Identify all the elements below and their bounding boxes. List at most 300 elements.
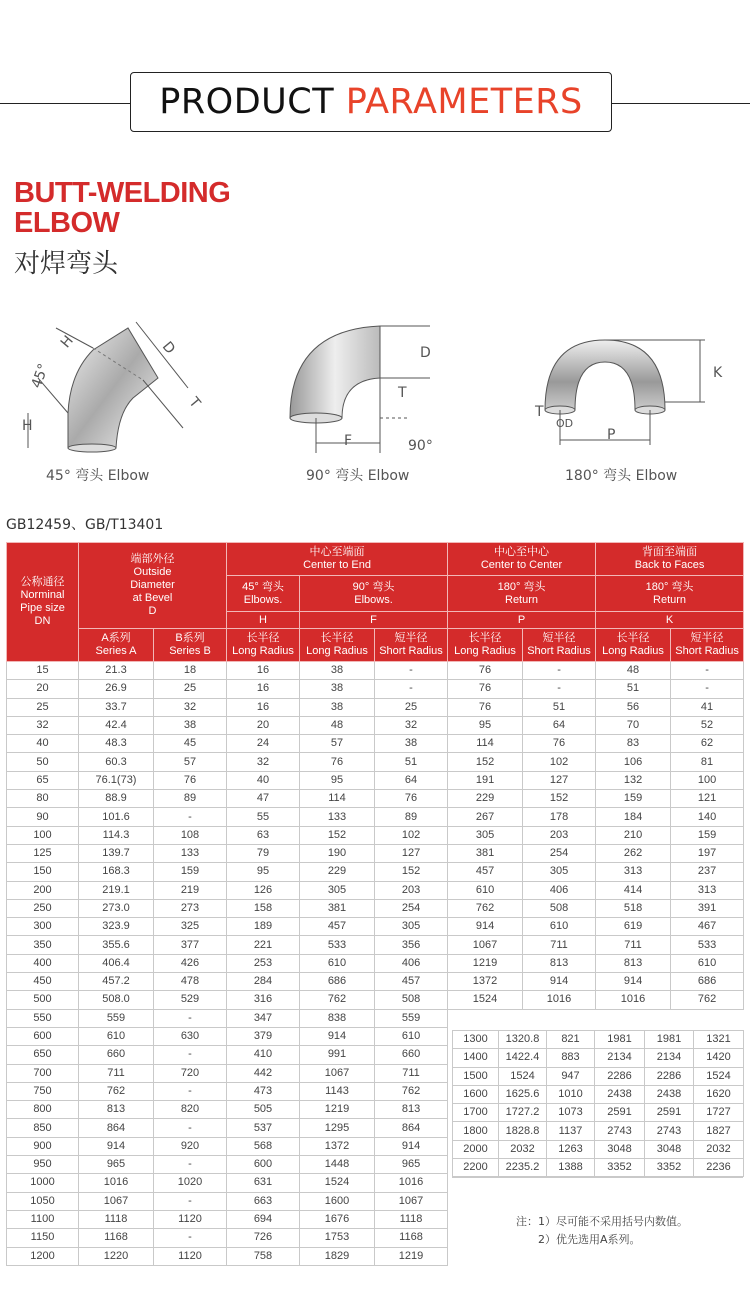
- table-cell: 883: [547, 1049, 595, 1067]
- table-cell: 18: [154, 662, 227, 680]
- table-row: [7, 1009, 744, 1027]
- notes: [452, 1177, 743, 1279]
- table-cell: 2000: [453, 1140, 499, 1158]
- elbow-180-drawing: [525, 330, 725, 450]
- table-cell: 2134: [645, 1049, 694, 1067]
- table-cell: 76: [448, 680, 523, 698]
- table-cell: 3048: [645, 1140, 694, 1158]
- table-cell: 159: [596, 790, 671, 808]
- table-cell: 1200: [7, 1247, 79, 1265]
- table-cell: 965: [79, 1156, 154, 1174]
- table-cell: 700: [7, 1064, 79, 1082]
- table-cell: 197: [671, 844, 744, 862]
- table-cell: 559: [79, 1009, 154, 1027]
- table-cell: 762: [375, 1082, 448, 1100]
- table-cell: 355.6: [79, 936, 154, 954]
- table-cell: 559: [375, 1009, 448, 1027]
- table-cell: 152: [300, 826, 375, 844]
- header-short-radius-k: 短半径 Short Radius: [671, 629, 744, 662]
- table-cell: 406.4: [79, 954, 154, 972]
- header-rule-left: [0, 103, 130, 104]
- table-cell: 81: [671, 753, 744, 771]
- table-cell: 56: [596, 698, 671, 716]
- label-h-upper: H: [57, 332, 77, 352]
- table-cell: 76: [154, 771, 227, 789]
- table-cell: 114: [300, 790, 375, 808]
- table-cell: 508.0: [79, 991, 154, 1009]
- table-row: [7, 771, 744, 789]
- table-cell: 1600: [453, 1085, 499, 1103]
- table-cell: 1219: [375, 1247, 448, 1265]
- table-cell: 914: [596, 973, 671, 991]
- table-cell: 76: [375, 790, 448, 808]
- table-cell: 133: [154, 844, 227, 862]
- caption-45-elbow: 45° 弯头 Elbow: [46, 468, 150, 484]
- header-series-a: A系列 Series A: [79, 629, 154, 662]
- header-center-to-end: 中心至端面 Center to End: [227, 543, 448, 576]
- table-cell: 711: [596, 936, 671, 954]
- label-p: P: [607, 427, 616, 443]
- table-cell: 52: [671, 716, 744, 734]
- table-cell: 108: [154, 826, 227, 844]
- table-cell: 914: [300, 1027, 375, 1045]
- label-od: OD: [556, 417, 574, 430]
- table-cell: 505: [227, 1101, 300, 1119]
- elbow-45-drawing: [18, 318, 218, 458]
- section-title-line2: ELBOW: [14, 207, 120, 239]
- table-cell: 1016: [523, 991, 596, 1009]
- table-cell: 316: [227, 991, 300, 1009]
- table-cell: 88.9: [79, 790, 154, 808]
- table-cell: 132: [596, 771, 671, 789]
- table-cell: 114.3: [79, 826, 154, 844]
- table-cell: 267: [448, 808, 523, 826]
- header-outside-diameter: 端部外径 Outside Diameter at Bevel D: [79, 543, 227, 629]
- table-cell: 1168: [79, 1229, 154, 1247]
- table-cell: 1625.6: [499, 1085, 547, 1103]
- table-cell: 610: [671, 954, 744, 972]
- table-cell: 16: [227, 698, 300, 716]
- table-row: [7, 973, 744, 991]
- table-cell: 1219: [300, 1101, 375, 1119]
- table-cell: 537: [227, 1119, 300, 1137]
- table-cell: 2743: [645, 1122, 694, 1140]
- table-cell: 1524: [694, 1067, 744, 1085]
- table-cell: -: [375, 662, 448, 680]
- standard-codes: GB12459、GB/T13401: [6, 517, 164, 533]
- table-cell: 400: [7, 954, 79, 972]
- table-cell: 1050: [7, 1192, 79, 1210]
- table-cell: 381: [300, 899, 375, 917]
- table-cell: 200: [7, 881, 79, 899]
- table-cell: 914: [448, 918, 523, 936]
- table-cell: 694: [227, 1210, 300, 1228]
- table-cell: 51: [596, 680, 671, 698]
- table-cell: 820: [154, 1101, 227, 1119]
- table-cell: -: [154, 1156, 227, 1174]
- table-cell: 1828.8: [499, 1122, 547, 1140]
- table-row: [7, 826, 744, 844]
- table-cell: 457.2: [79, 973, 154, 991]
- table-cell: 190: [300, 844, 375, 862]
- table-cell: 947: [547, 1067, 595, 1085]
- table-cell: 16: [227, 662, 300, 680]
- table-cell: 48.3: [79, 735, 154, 753]
- table-cell: 100: [7, 826, 79, 844]
- table-cell: 20: [227, 716, 300, 734]
- table-cell: 80: [7, 790, 79, 808]
- table-cell: 1524: [448, 991, 523, 1009]
- table-cell: 686: [300, 973, 375, 991]
- table-cell: 568: [227, 1137, 300, 1155]
- table-cell: 284: [227, 973, 300, 991]
- table-cell: 140: [671, 808, 744, 826]
- table-cell: 100: [671, 771, 744, 789]
- table-cell: 1020: [154, 1174, 227, 1192]
- table-cell: -: [523, 680, 596, 698]
- table-cell: 631: [227, 1174, 300, 1192]
- table-cell: 203: [523, 826, 596, 844]
- table-row: [453, 1122, 744, 1140]
- header-back-to-faces: 背面至端面 Back to Faces: [596, 543, 744, 576]
- table-cell: 379: [227, 1027, 300, 1045]
- table-cell: 219: [154, 881, 227, 899]
- table-cell: 133: [300, 808, 375, 826]
- table-cell: 51: [523, 698, 596, 716]
- table-cell: 1016: [375, 1174, 448, 1192]
- table-cell: 762: [671, 991, 744, 1009]
- table-cell: 3048: [595, 1140, 645, 1158]
- table-cell: 25: [375, 698, 448, 716]
- table-cell: 126: [227, 881, 300, 899]
- table-cell: 410: [227, 1046, 300, 1064]
- table-row: [7, 735, 744, 753]
- table-cell: 1600: [300, 1192, 375, 1210]
- table-cell: 1753: [300, 1229, 375, 1247]
- table-cell: 377: [154, 936, 227, 954]
- table-cell: 325: [154, 918, 227, 936]
- table-cell: [671, 1009, 744, 1027]
- table-cell: 478: [154, 973, 227, 991]
- table-cell: 1067: [375, 1192, 448, 1210]
- table-row: [7, 936, 744, 954]
- section-title-cn: 对焊弯头: [14, 249, 119, 279]
- table-cell: 90: [7, 808, 79, 826]
- table-cell: -: [154, 1082, 227, 1100]
- table-cell: 1118: [79, 1210, 154, 1228]
- header-dn: 公称通径 Norminal Pipe size DN: [7, 543, 79, 662]
- table-cell: 720: [154, 1064, 227, 1082]
- large-size-table-body: [453, 1031, 744, 1177]
- table-cell: 1448: [300, 1156, 375, 1174]
- table-cell: 533: [671, 936, 744, 954]
- header-k: K: [596, 612, 744, 629]
- table-cell: -: [671, 662, 744, 680]
- table-cell: 1300: [453, 1031, 499, 1049]
- table-cell: 76: [448, 662, 523, 680]
- table-cell: 813: [79, 1101, 154, 1119]
- table-cell: 184: [596, 808, 671, 826]
- table-cell: 950: [7, 1156, 79, 1174]
- table-cell: 32: [375, 716, 448, 734]
- table-cell: 76: [300, 753, 375, 771]
- table-cell: 38: [300, 698, 375, 716]
- table-cell: 1263: [547, 1140, 595, 1158]
- table-cell: 1620: [694, 1085, 744, 1103]
- table-cell: 121: [671, 790, 744, 808]
- page-title: [130, 72, 612, 132]
- table-cell: 2236: [694, 1159, 744, 1177]
- table-cell: 191: [448, 771, 523, 789]
- table-cell: 762: [300, 991, 375, 1009]
- table-cell: 457: [375, 973, 448, 991]
- table-cell: 323.9: [79, 918, 154, 936]
- table-cell: 630: [154, 1027, 227, 1045]
- table-cell: -: [523, 662, 596, 680]
- table-cell: 610: [79, 1027, 154, 1045]
- table-cell: 76: [523, 735, 596, 753]
- table-cell: 1220: [79, 1247, 154, 1265]
- table-cell: 900: [7, 1137, 79, 1155]
- table-cell: 457: [300, 918, 375, 936]
- header-p: P: [448, 612, 596, 629]
- table-cell: 1219: [448, 954, 523, 972]
- section-title-line1: BUTT-WELDING: [14, 177, 231, 209]
- table-row: [453, 1031, 744, 1049]
- label-t: T: [185, 394, 204, 412]
- table-cell: 45: [154, 735, 227, 753]
- table-cell: 3352: [645, 1159, 694, 1177]
- table-cell: 1000: [7, 1174, 79, 1192]
- table-cell: 2591: [595, 1104, 645, 1122]
- table-cell: 102: [523, 753, 596, 771]
- caption-180-elbow: 180° 弯头 Elbow: [565, 468, 678, 484]
- table-cell: 965: [375, 1156, 448, 1174]
- table-cell: 25: [7, 698, 79, 716]
- table-cell: 473: [227, 1082, 300, 1100]
- table-cell: 139.7: [79, 844, 154, 862]
- table-cell: 2200: [453, 1159, 499, 1177]
- table-cell: [523, 1009, 596, 1027]
- table-cell: 152: [375, 863, 448, 881]
- table-cell: 457: [448, 863, 523, 881]
- table-cell: 89: [375, 808, 448, 826]
- table-cell: 273: [154, 899, 227, 917]
- table-cell: 50: [7, 753, 79, 771]
- header-h: H: [227, 612, 300, 629]
- table-cell: [448, 1009, 523, 1027]
- table-cell: 313: [671, 881, 744, 899]
- table-cell: 864: [79, 1119, 154, 1137]
- table-cell: 76.1(73): [79, 771, 154, 789]
- table-cell: 48: [596, 662, 671, 680]
- table-cell: 55: [227, 808, 300, 826]
- table-cell: 758: [227, 1247, 300, 1265]
- table-cell: 57: [300, 735, 375, 753]
- table-cell: 800: [7, 1101, 79, 1119]
- table-cell: 686: [671, 973, 744, 991]
- table-cell: 660: [79, 1046, 154, 1064]
- table-cell: 40: [227, 771, 300, 789]
- table-cell: 253: [227, 954, 300, 972]
- table-cell: 237: [671, 863, 744, 881]
- table-cell: 529: [154, 991, 227, 1009]
- table-cell: -: [154, 1009, 227, 1027]
- table-cell: 32: [154, 698, 227, 716]
- table-row: [7, 881, 744, 899]
- table-cell: 273.0: [79, 899, 154, 917]
- table-cell: 1981: [645, 1031, 694, 1049]
- table-cell: 1727: [694, 1104, 744, 1122]
- table-cell: 1143: [300, 1082, 375, 1100]
- table-cell: 762: [79, 1082, 154, 1100]
- header-short-radius-f: 短半径 Short Radius: [375, 629, 448, 662]
- header-short-radius-p: 短半径 Short Radius: [523, 629, 596, 662]
- table-cell: 95: [227, 863, 300, 881]
- table-cell: 305: [448, 826, 523, 844]
- table-cell: 33.7: [79, 698, 154, 716]
- header-series-b: B系列 Series B: [154, 629, 227, 662]
- table-cell: 41: [671, 698, 744, 716]
- table-cell: 991: [300, 1046, 375, 1064]
- label-k: K: [713, 365, 723, 381]
- note-1: 注：1）尽可能不采用括号内数值。: [516, 1215, 688, 1228]
- page-title-word2: PARAMETERS: [345, 82, 583, 122]
- table-cell: 1295: [300, 1119, 375, 1137]
- table-cell: 1372: [448, 973, 523, 991]
- table-cell: -: [154, 808, 227, 826]
- table-cell: 158: [227, 899, 300, 917]
- table-cell: 178: [523, 808, 596, 826]
- table-row: [7, 753, 744, 771]
- table-cell: 48: [300, 716, 375, 734]
- table-row: [453, 1159, 744, 1177]
- table-cell: 518: [596, 899, 671, 917]
- table-cell: -: [154, 1192, 227, 1210]
- table-cell: 1700: [453, 1104, 499, 1122]
- table-cell: 1400: [453, 1049, 499, 1067]
- table-row: [7, 662, 744, 680]
- caption-90-elbow: 90° 弯头 Elbow: [306, 468, 410, 484]
- table-row: [7, 991, 744, 1009]
- table-cell: 914: [375, 1137, 448, 1155]
- table-row: [7, 716, 744, 734]
- table-cell: 42.4: [79, 716, 154, 734]
- header-180-return-k: 180° 弯头 Return: [596, 576, 744, 612]
- table-cell: 300: [7, 918, 79, 936]
- table-cell: 663: [227, 1192, 300, 1210]
- table-cell: 26.9: [79, 680, 154, 698]
- table-cell: 508: [523, 899, 596, 917]
- table-cell: 313: [596, 863, 671, 881]
- table-row: [7, 698, 744, 716]
- table-cell: 83: [596, 735, 671, 753]
- table-cell: 38: [300, 662, 375, 680]
- table-cell: 38: [375, 735, 448, 753]
- label-t-90: T: [398, 385, 407, 401]
- table-cell: 850: [7, 1119, 79, 1137]
- table-cell: 189: [227, 918, 300, 936]
- table-row: [7, 808, 744, 826]
- table-cell: 65: [7, 771, 79, 789]
- table-row: [7, 790, 744, 808]
- table-cell: 101.6: [79, 808, 154, 826]
- table-cell: 1420: [694, 1049, 744, 1067]
- table-cell: 1120: [154, 1210, 227, 1228]
- table-cell: 750: [7, 1082, 79, 1100]
- table-cell: 2438: [595, 1085, 645, 1103]
- table-cell: 1067: [79, 1192, 154, 1210]
- header-180-return-p: 180° 弯头 Return: [448, 576, 596, 612]
- table-cell: 127: [375, 844, 448, 862]
- table-cell: 210: [596, 826, 671, 844]
- table-row: [7, 918, 744, 936]
- table-cell: 426: [154, 954, 227, 972]
- table-cell: 610: [523, 918, 596, 936]
- table-cell: 38: [300, 680, 375, 698]
- table-cell: 762: [448, 899, 523, 917]
- table-cell: 2032: [694, 1140, 744, 1158]
- table-cell: 79: [227, 844, 300, 862]
- table-cell: 16: [227, 680, 300, 698]
- table-cell: 500: [7, 991, 79, 1009]
- table-cell: 1524: [300, 1174, 375, 1192]
- table-cell: 32: [227, 753, 300, 771]
- table-cell: -: [154, 1229, 227, 1247]
- table-cell: 1372: [300, 1137, 375, 1155]
- table-cell: 726: [227, 1229, 300, 1247]
- table-cell: 229: [300, 863, 375, 881]
- table-row: [453, 1104, 744, 1122]
- table-cell: 813: [375, 1101, 448, 1119]
- label-d: D: [158, 338, 178, 358]
- table-row: [7, 954, 744, 972]
- table-cell: 414: [596, 881, 671, 899]
- table-cell: 150: [7, 863, 79, 881]
- table-cell: 15: [7, 662, 79, 680]
- label-d-90: D: [420, 345, 431, 361]
- table-row: [453, 1085, 744, 1103]
- label-t-180: T: [535, 404, 544, 420]
- table-cell: 406: [523, 881, 596, 899]
- table-cell: 95: [448, 716, 523, 734]
- table-cell: 51: [375, 753, 448, 771]
- table-cell: 533: [300, 936, 375, 954]
- header-rule-right: [612, 103, 750, 104]
- table-cell: 391: [671, 899, 744, 917]
- table-cell: 125: [7, 844, 79, 862]
- table-cell: 1010: [547, 1085, 595, 1103]
- table-cell: 600: [7, 1027, 79, 1045]
- table-cell: 47: [227, 790, 300, 808]
- table-cell: 2134: [595, 1049, 645, 1067]
- table-cell: 2032: [499, 1140, 547, 1158]
- table-cell: -: [671, 680, 744, 698]
- table-cell: 62: [671, 735, 744, 753]
- table-cell: 1524: [499, 1067, 547, 1085]
- header-90-elbows: 90° 弯头 Elbows.: [300, 576, 448, 612]
- label-h-lower: H: [22, 418, 33, 434]
- table-cell: 159: [154, 863, 227, 881]
- table-cell: 168.3: [79, 863, 154, 881]
- header-f: F: [300, 612, 448, 629]
- table-cell: 711: [79, 1064, 154, 1082]
- table-cell: 152: [448, 753, 523, 771]
- table-cell: 305: [523, 863, 596, 881]
- elbow-90-drawing: [280, 318, 440, 458]
- table-cell: 60.3: [79, 753, 154, 771]
- table-cell: 1727.2: [499, 1104, 547, 1122]
